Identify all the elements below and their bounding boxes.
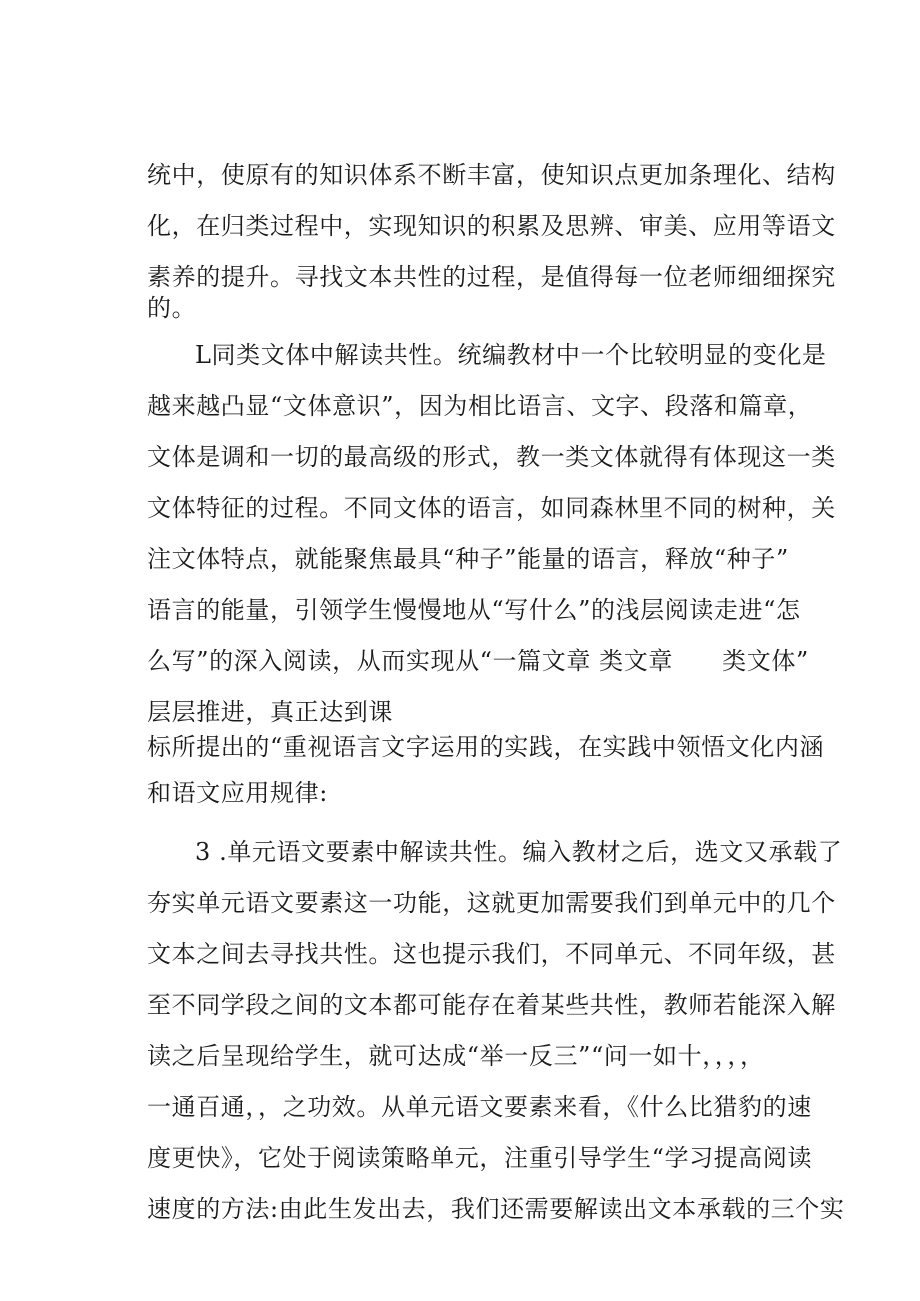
text-line: 读之后呈现给学生，就可达成“举一反三”“问一如十，，，，	[147, 1042, 765, 1070]
text-line: 注文体特点，就能聚焦最具“种子”能量的语言，释放“种子”	[147, 545, 789, 573]
text-line: 统中，使原有的知识体系不断丰富，使知识点更加条理化、结构	[147, 161, 836, 189]
text-line: 3 .单元语文要素中解读共性。编入教材之后，选文又承载了	[195, 838, 843, 866]
text-line: L同类文体中解读共性。统编教材中一个比较明显的变化是	[195, 341, 827, 369]
text-line: 么写”的深入阅读，从而实现从“一篇文章 类文章 类文体”	[147, 647, 809, 675]
text-line: 文本之间去寻找共性。这也提示我们，不同单元、不同年级，甚	[147, 940, 836, 968]
text-line: 标所提出的“重视语言文字运用的实践，在实践中领悟文化内涵	[147, 733, 825, 761]
text-line: 越来越凸显“文体意识”，因为相比语言、文字、段落和篇章，	[147, 392, 813, 420]
text-line: 文体特征的过程。不同文体的语言，如同森林里不同的树种，关	[147, 494, 836, 522]
text-line: 夯实单元语文要素这一功能，这就更加需要我们到单元中的几个	[147, 889, 836, 917]
text-line: 速度的方法:由此生发出去，我们还需要解读出文本承载的三个实	[147, 1195, 845, 1223]
text-line: 度更快》，它处于阅读策略单元，注重引导学生“学习提高阅读	[147, 1144, 813, 1172]
text-line: 文体是调和一切的最高级的形式，教一类文体就得有体现这一类	[147, 443, 836, 471]
text-line: 的。	[147, 294, 197, 322]
text-line: 层层推进，真正达到课	[147, 698, 393, 726]
text-line: 至不同学段之间的文本都可能存在着某些共性，教师若能深入解	[147, 991, 836, 1019]
text-line: 一通百通，，之功效。从单元语文要素来看，《什么比猎豹的速	[147, 1093, 812, 1121]
text-line: 素养的提升。寻找文本共性的过程，是值得每一位老师细细探究	[147, 263, 836, 291]
text-line: 语言的能量，引领学生慢慢地从“写什么”的浅层阅读走进“怎	[147, 596, 801, 624]
text-line: 和语文应用规律:	[147, 779, 328, 807]
text-line: 化，在归类过程中，实现知识的积累及思辨、审美、应用等语文	[147, 212, 836, 240]
